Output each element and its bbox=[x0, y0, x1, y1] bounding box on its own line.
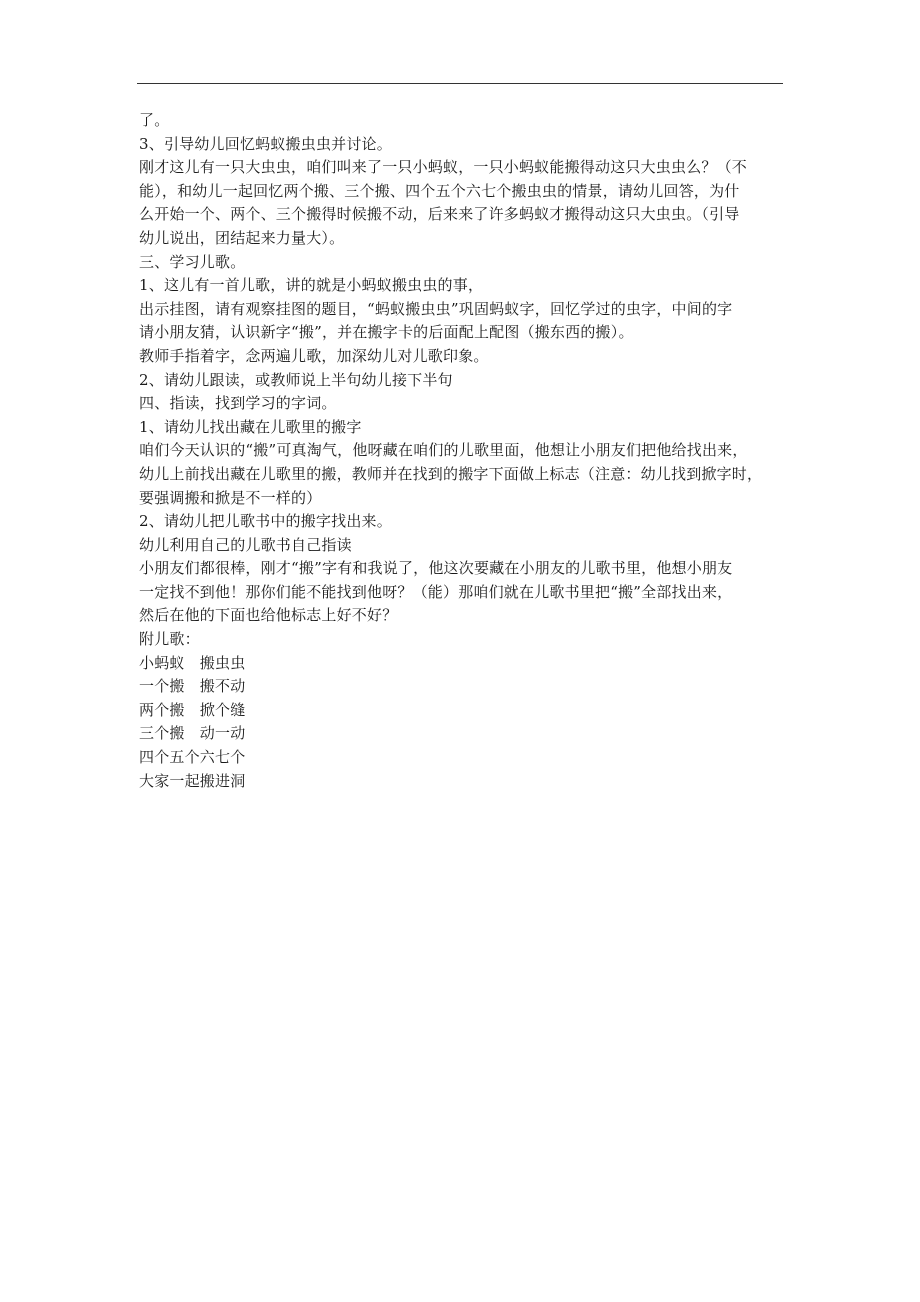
text-line: 了。 bbox=[139, 111, 170, 129]
section-heading: 三、学习儿歌。 bbox=[139, 252, 246, 271]
text-line: 幼儿上前找出藏在儿歌里的搬，教师并在找到的搬字下面做上标志（注意：幼儿找到掀字时， bbox=[139, 464, 763, 483]
text-line: 一定找不到他！那你们能不能找到他呀？（能）那咱们就在儿歌书里把“搬”全部找出来， bbox=[139, 582, 733, 601]
poem-line: 小蚂蚁 搬虫虫 bbox=[139, 653, 246, 672]
poem-line: 两个搬 掀个缝 bbox=[139, 700, 246, 719]
text-line: 然后在他的下面也给他标志上好不好？ bbox=[139, 606, 398, 625]
text-line: 么开始一个、两个、三个搬得时候搬不动，后来来了许多蚂蚁才搬得动这只大虫虫。（引导 bbox=[139, 205, 740, 224]
poem-line: 一个搬 搬不动 bbox=[139, 677, 246, 696]
text-line: 幼儿利用自己的儿歌书自己指读 bbox=[139, 535, 352, 554]
text-line: 2、请幼儿跟读，或教师说上半句幼儿接下半句 bbox=[139, 370, 453, 389]
text-line: 出示挂图，请有观察挂图的题目，“蚂蚁搬虫虫”巩固蚂蚁字，回忆学过的虫字，中间的字 bbox=[139, 299, 733, 318]
text-line: 1、这儿有一首儿歌，讲的就是小蚂蚁搬虫虫的事， bbox=[139, 276, 484, 295]
poem-line: 大家一起搬进洞 bbox=[139, 771, 246, 790]
text-line: 请小朋友猜，认识新字“搬”，并在搬字卡的后面配上配图（搬东西的搬）。 bbox=[139, 323, 634, 342]
poem bbox=[139, 652, 785, 794]
poem-line: 四个五个六七个 bbox=[139, 748, 246, 767]
text-line: 幼儿说出，团结起来力量大）。 bbox=[139, 228, 345, 247]
poem-line: 三个搬 动一动 bbox=[139, 724, 246, 743]
text-line: 1、请幼儿找出藏在儿歌里的搬字 bbox=[139, 417, 362, 436]
text-line: 要强调搬和掀是不一样的） bbox=[139, 488, 322, 507]
text-line: 教师手指着字，念两遍儿歌，加深幼儿对儿歌印象。 bbox=[139, 346, 489, 365]
header-rule bbox=[137, 83, 783, 84]
text-line: 2、请幼儿把儿歌书中的搬字找出来。 bbox=[139, 512, 392, 531]
text-line: 能），和幼儿一起回忆两个搬、三个搬、四个五个六七个搬虫虫的情景，请幼儿回答，为什 bbox=[139, 181, 740, 200]
poem-heading: 附儿歌： bbox=[139, 630, 200, 649]
text-line: 咱们今天认识的“搬”可真淘气，他呀藏在咱们的儿歌里面，他想让小朋友们把他给找出来， bbox=[139, 441, 748, 460]
text-line: 3、引导幼儿回忆蚂蚁搬虫虫并讨论。 bbox=[139, 134, 392, 153]
section-heading: 四、指读，找到学习的字词。 bbox=[139, 394, 337, 413]
text-line: 刚才这儿有一只大虫虫，咱们叫来了一只小蚂蚁，一只小蚂蚁能搬得动这只大虫虫么？（不 bbox=[139, 158, 748, 177]
text-line: 小朋友们都很棒，刚才“搬”字有和我说了，他这次要藏在小朋友的儿歌书里，他想小朋友 bbox=[139, 559, 733, 578]
document-body bbox=[139, 109, 785, 793]
